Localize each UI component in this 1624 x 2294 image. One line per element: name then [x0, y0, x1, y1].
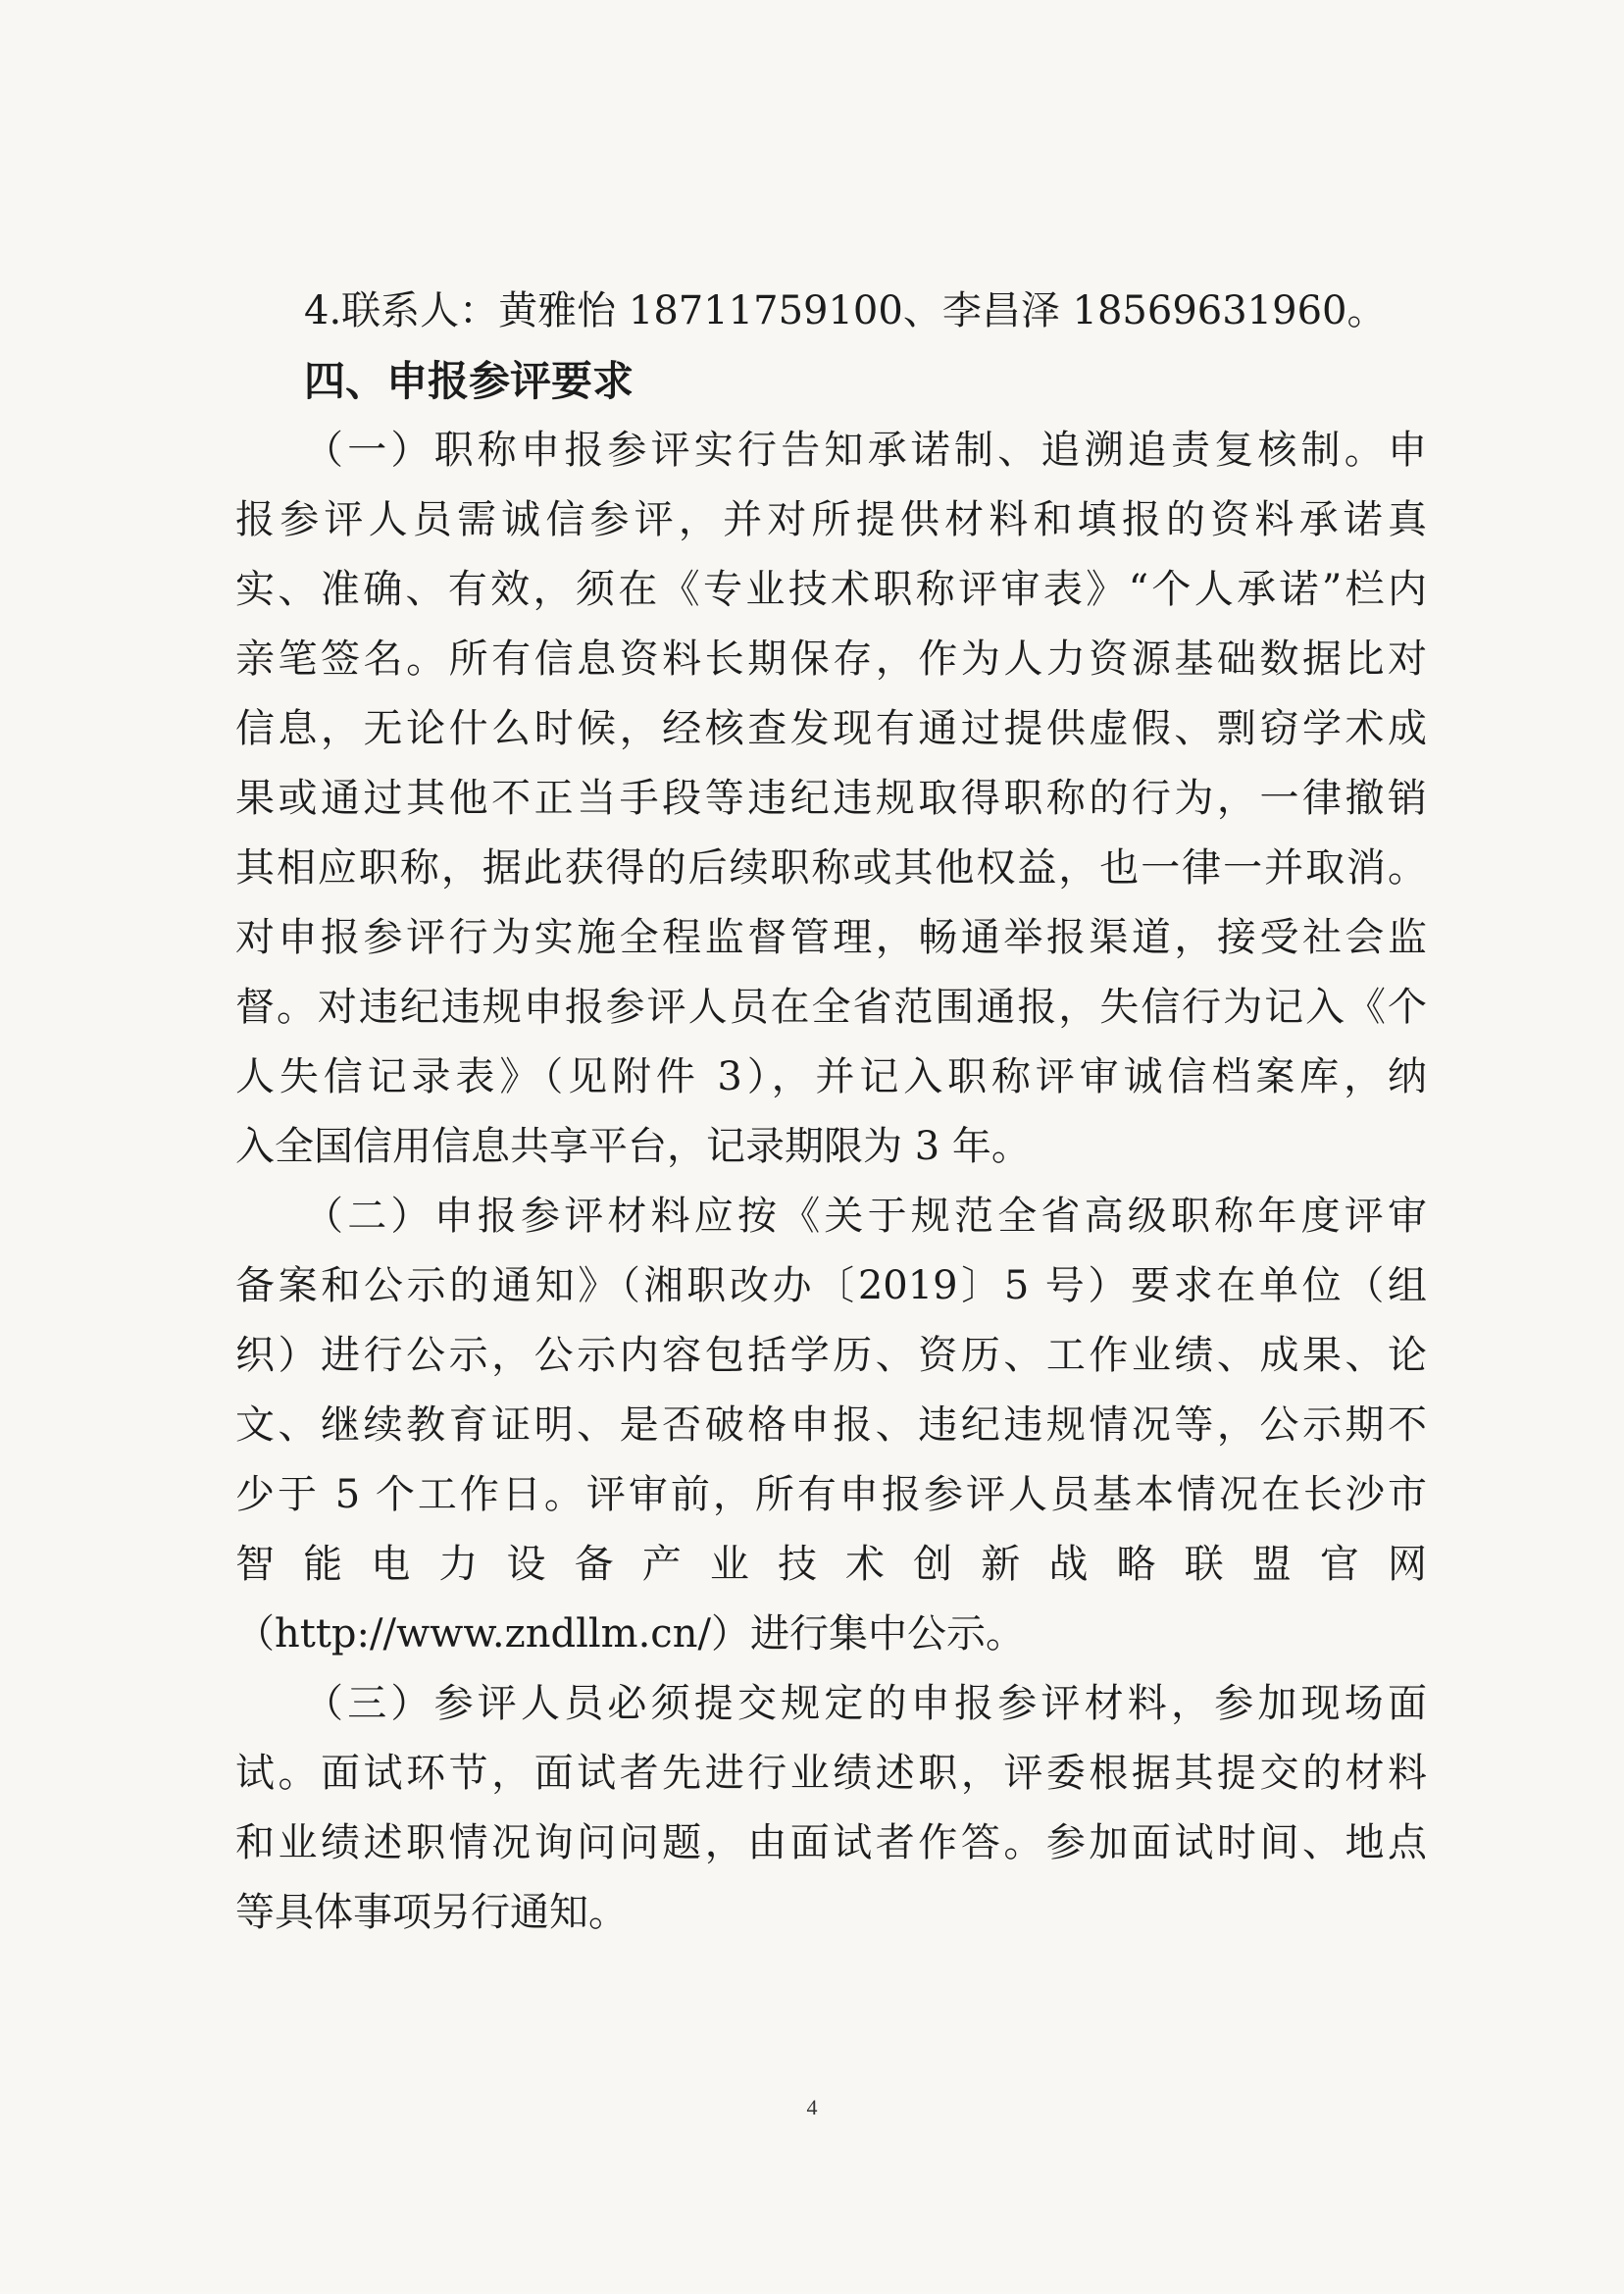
- paragraph-1-line: 督。对违纪违规申报参评人员在全省范围通报，失信行为记入《个: [235, 985, 1427, 1030]
- paragraph-2-line: （二）申报参评材料应按《关于规范全省高级职称年度评审: [304, 1194, 1427, 1239]
- paragraph-1-line: 亲笔签名。所有信息资料长期保存，作为人力资源基础数据比对: [235, 637, 1427, 682]
- contact-line: 4.联系人：黄雅怡 18711759100、李昌泽 18569631960。: [304, 288, 1387, 333]
- paragraph-1-line: 人失信记录表》（见附件 3），并记入职称评审诚信档案库，纳: [235, 1054, 1427, 1099]
- paragraph-1-line: 果或通过其他不正当手段等违纪违规取得职称的行为，一律撤销: [235, 776, 1427, 821]
- document-body: [235, 277, 1427, 1948]
- paragraph-1-line: 对申报参评行为实施全程监督管理，畅通举报渠道，接受社会监: [235, 915, 1427, 960]
- paragraph-1-line: 实、准确、有效，须在《专业技术职称评审表》“个人承诺”栏内: [235, 567, 1427, 612]
- paragraph-1-line: 入全国信用信息共享平台，记录期限为 3 年。: [235, 1124, 1031, 1169]
- paragraph-2-line: 少于 5 个工作日。评审前，所有申报参评人员基本情况在长沙市: [235, 1472, 1427, 1517]
- paragraph-3-line: （三）参评人员必须提交规定的申报参评材料，参加现场面: [304, 1681, 1427, 1726]
- paragraph-2-line: 织）进行公示，公示内容包括学历、资历、工作业绩、成果、论: [235, 1333, 1427, 1378]
- paragraph-2-line: 智能电力设备产业技术创新战略联盟官网: [235, 1542, 1427, 1587]
- paragraph-1-line: （一）职称申报参评实行告知承诺制、追溯追责复核制。申: [304, 428, 1427, 473]
- page-number: 4: [806, 2095, 818, 2119]
- paragraph-3-line: 和业绩述职情况询问问题，由面试者作答。参加面试时间、地点: [235, 1820, 1427, 1865]
- section-heading: 四、申报参评要求: [304, 357, 634, 405]
- paragraph-3-line: 等具体事项另行通知。: [235, 1890, 628, 1935]
- paragraph-1-line: 信息，无论什么时候，经核查发现有通过提供虚假、剽窃学术成: [235, 706, 1427, 751]
- paragraph-2-line: 备案和公示的通知》（湘职改办〔2019〕5 号）要求在单位（组: [235, 1263, 1427, 1308]
- paragraph-1-line: 报参评人员需诚信参评，并对所提供材料和填报的资料承诺真: [235, 497, 1427, 542]
- paragraph-1-line: 其相应职称，据此获得的后续职称或其他权益，也一律一并取消。: [235, 845, 1427, 891]
- paragraph-2-line: 文、继续教育证明、是否破格申报、违纪违规情况等，公示期不: [235, 1402, 1427, 1448]
- paragraph-2-line: （http://www.zndllm.cn/）进行集中公示。: [235, 1611, 1025, 1657]
- paragraph-3-line: 试。面试环节，面试者先进行业绩述职，评委根据其提交的材料: [235, 1751, 1427, 1796]
